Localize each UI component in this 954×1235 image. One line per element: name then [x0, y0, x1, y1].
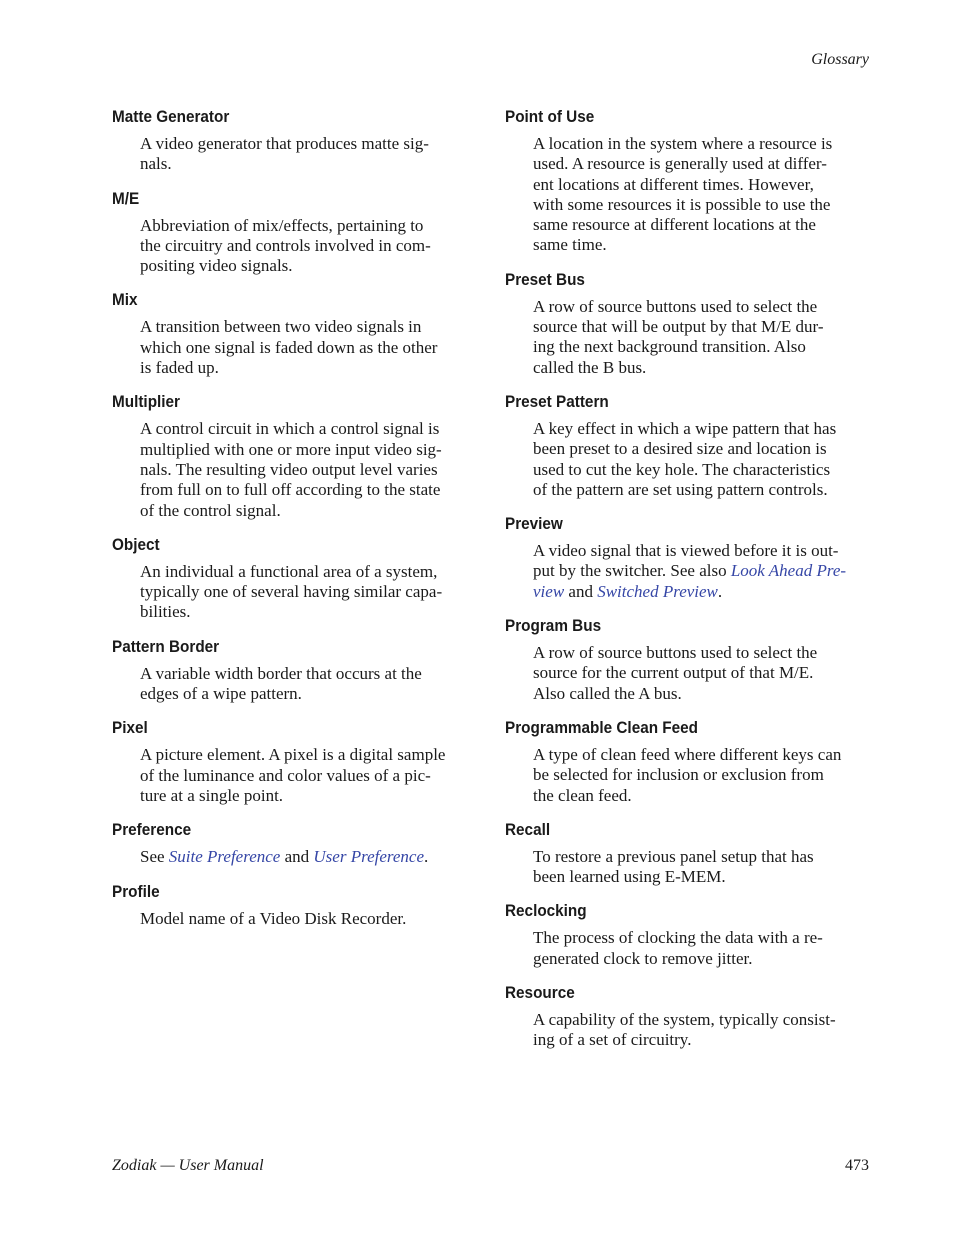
- entry-term: Object: [112, 534, 160, 554]
- entry-definition: See Suite Preference and User Preference.: [140, 847, 429, 867]
- entry-term: Programmable Clean Feed: [505, 717, 699, 737]
- cross-reference-link[interactable]: User Preference: [313, 847, 424, 867]
- entry-definition: A transition between two video signals in which one signal is faded down as the other is faded up.: [140, 317, 438, 378]
- entry-term: Reclocking: [505, 901, 587, 921]
- glossary-entry: [505, 982, 875, 1051]
- footer-title: Zodiak — User Manual: [112, 1157, 264, 1174]
- entry-definition: A video signal that is viewed before it is out- put by the switcher. See also Look Ahead Pre- view and Switched Preview.: [533, 541, 847, 601]
- glossary-entry: [112, 534, 482, 623]
- entry-term: Preview: [505, 514, 563, 534]
- entry-definition: A key effect in which a wipe pattern that has been preset to a desired size and location is used to cut the key hole. The characteristics of the pattern are set using pattern controls.: [533, 418, 837, 499]
- entry-term: Preset Pattern: [505, 391, 609, 411]
- entry-definition: A row of source buttons used to select the source that will be output by that M/E dur- ing the next background transition. Also called the B bus.: [533, 296, 824, 377]
- entry-definition: To restore a previous panel setup that has been learned using E-MEM.: [533, 846, 814, 887]
- entry-definition: A control circuit in which a control signal is multiplied with one or more input video sig- nals. The resulting video output level varies from full on to full off according to the state of the control signal.: [140, 419, 442, 520]
- entry-definition: Model name of a Video Disk Recorder.: [140, 908, 407, 928]
- glossary-entry: [112, 881, 482, 929]
- glossary-entry: [505, 819, 875, 888]
- entry-definition: A row of source buttons used to select the source for the current output of that M/E. Also called the A bus.: [533, 643, 818, 703]
- right-column: [505, 106, 875, 1064]
- glossary-entry: [505, 615, 875, 704]
- entry-term: Pixel: [112, 718, 148, 738]
- glossary-entry: [505, 900, 875, 969]
- glossary-entry: [112, 106, 482, 175]
- entry-term: Preset Bus: [505, 269, 585, 289]
- cross-reference-link[interactable]: Look Ahead Pre-: [730, 561, 847, 581]
- entry-term: M/E: [112, 188, 140, 208]
- entry-term: Pattern Border: [112, 636, 220, 656]
- entry-term: Mix: [112, 290, 138, 310]
- entry-term: Preference: [112, 820, 192, 840]
- left-column: [112, 106, 482, 942]
- entry-definition: A location in the system where a resource is used. A resource is generally used at differ- ent locations at different times. However, with some resources it is possible to use the same resource at different locations at the same time.: [533, 134, 833, 255]
- glossary-entry: [112, 819, 482, 867]
- glossary-entry: [505, 717, 875, 806]
- cross-reference-link[interactable]: view: [533, 581, 565, 601]
- entry-term: Point of Use: [505, 107, 595, 126]
- entry-definition: A picture element. A pixel is a digital sample of the luminance and color values of a pic- ture at a single point.: [140, 745, 446, 805]
- entry-term: Recall: [505, 819, 551, 839]
- entry-definition: A type of clean feed where different keys can be selected for inclusion or exclusion from the clean feed.: [533, 744, 842, 805]
- entry-term: Multiplier: [112, 392, 181, 412]
- cross-reference-link[interactable]: Suite Preference: [168, 847, 281, 867]
- entry-definition: An individual a functional area of a system, typically one of several having similar capa- bilities.: [140, 561, 443, 622]
- entry-definition: Abbreviation of mix/effects, pertaining to the circuitry and controls involved in com- positing video signals.: [140, 215, 431, 276]
- entry-term: Matte Generator: [112, 107, 230, 126]
- glossary-entry: [505, 106, 875, 256]
- glossary-entry: [112, 391, 482, 520]
- page-number: 473: [845, 1157, 869, 1174]
- glossary-entry: [505, 269, 875, 378]
- entry-term: Program Bus: [505, 616, 602, 636]
- cross-reference-link[interactable]: Switched Preview: [597, 581, 718, 601]
- glossary-entry: [505, 391, 875, 500]
- entry-definition: A variable width border that occurs at the edges of a wipe pattern.: [140, 663, 422, 704]
- running-header: Glossary: [811, 51, 869, 68]
- glossary-entry: [112, 636, 482, 705]
- entry-definition: A video generator that produces matte sig- nals.: [140, 134, 429, 174]
- entry-definition: The process of clocking the data with a re- generated clock to remove jitter.: [533, 928, 823, 968]
- glossary-entry: [112, 188, 482, 277]
- entry-definition: A capability of the system, typically consist- ing of a set of circuitry.: [533, 1010, 836, 1050]
- glossary-entry: [112, 289, 482, 378]
- glossary-entry: [505, 513, 875, 602]
- glossary-entry: [112, 717, 482, 806]
- entry-term: Profile: [112, 881, 160, 901]
- entry-term: Resource: [505, 983, 575, 1003]
